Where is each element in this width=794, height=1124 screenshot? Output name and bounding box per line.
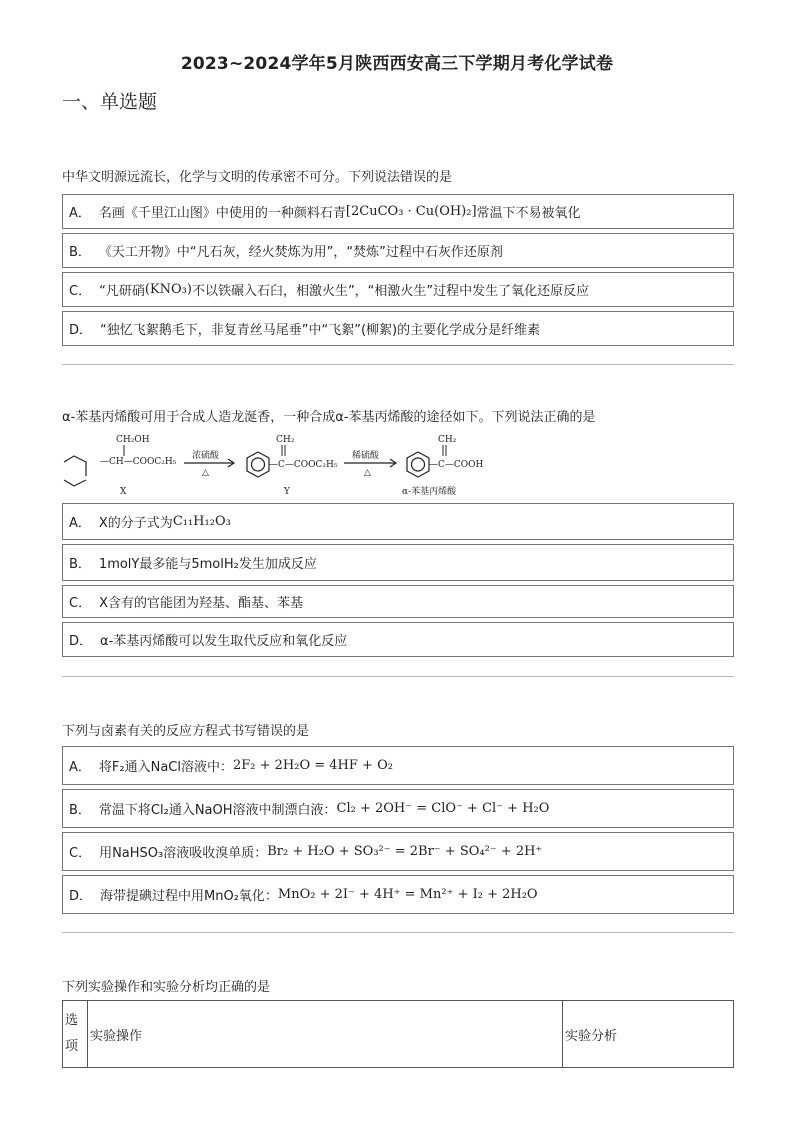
divider: [62, 364, 734, 365]
q3-option-d[interactable]: D． 海带提碘过程中用MnO₂氧化： MnO₂ + 2I⁻ + 4H⁺ = Mn²⁺ + I₂ + 2H₂O: [62, 875, 734, 914]
q3-option-a[interactable]: A． 将F₂通入NaCl溶液中： 2F₂ + 2H₂O = 4HF + O₂: [62, 746, 734, 785]
arrow1-reagent: 浓硫酸: [192, 451, 220, 461]
section-heading: 一、单选题: [62, 91, 158, 113]
q3-option-c[interactable]: C． 用NaHSO₃溶液吸收溴单质： Br₂ + H₂O + SO₃²⁻ = 2Br⁻ + SO₄²⁻ + 2H⁺: [62, 832, 734, 871]
compound-x-structure: [64, 456, 86, 486]
exam-title: 2023~2024学年5月陕西西安高三下学期月考化学试卷: [180, 54, 614, 74]
header-option: 选项: [63, 1001, 88, 1068]
product-chain: —C—COOH: [429, 460, 484, 470]
question-4-stem: 下列实验操作和实验分析均正确的是: [62, 980, 271, 995]
x-chain: —CH—COOC₂H₅: [100, 457, 177, 467]
question-3-stem: 下列与卤素有关的反应方程式书写错误的是: [62, 724, 310, 739]
divider: [62, 932, 734, 933]
x-top-group: CH₂OH: [116, 435, 150, 445]
q2-option-a[interactable]: A． X的分子式为 C₁₁H₁₂O₃: [62, 503, 734, 540]
question-3-options: [62, 746, 734, 918]
y-chain: —C—COOC₂H₅: [269, 460, 338, 470]
header-analysis: 实验分析: [563, 1001, 734, 1068]
q2-option-c[interactable]: C． X含有的官能团为羟基、酯基、苯基: [62, 585, 734, 618]
experiment-table: [62, 1000, 734, 1068]
q2-option-d[interactable]: D． α-苯基丙烯酸可以发生取代反应和氧化反应: [62, 622, 734, 657]
label-y: Y: [284, 487, 290, 497]
header-operation: 实验操作: [88, 1001, 563, 1068]
question-2-stem: α-苯基丙烯酸可用于合成人造龙涎香，一种合成α-苯基丙烯酸的途径如下。下列说法正确的是: [62, 410, 596, 425]
q3-option-b[interactable]: B． 常温下将Cl₂通入NaOH溶液中制漂白液： Cl₂ + 2OH⁻ = ClO⁻ + Cl⁻ + H₂O: [62, 789, 734, 828]
product-benzene: [407, 452, 429, 477]
arrow2-reagent: 稀硫酸: [352, 451, 380, 461]
label-x: X: [120, 487, 127, 497]
q1-option-b[interactable]: B． 《天工开物》中“凡石灰，经火焚炼为用”，“焚炼”过程中石灰作还原剂: [62, 233, 734, 268]
divider: [62, 676, 734, 677]
question-2-options: [62, 503, 734, 661]
arrow1-condition: △: [202, 468, 209, 478]
y-top-group: CH₂: [276, 435, 295, 445]
table-header-row: [63, 1001, 734, 1068]
compound-y-benzene: [247, 452, 269, 477]
q1-option-d[interactable]: D． “独忆飞絮鹅毛下，非复青丝马尾垂”中“飞絮”(柳絮)的主要化学成分是纤维素: [62, 311, 734, 346]
reaction-scheme: [62, 432, 502, 498]
arrow2-condition: △: [364, 468, 371, 478]
q2-option-b[interactable]: B． 1molY最多能与5molH₂发生加成反应: [62, 544, 734, 581]
q1-option-c[interactable]: C． “凡研硝 (KNO₃) 不以铁碾入石臼，相激火生”，“相激火生”过程中发生了氧化还原反应: [62, 272, 734, 307]
q1-option-a[interactable]: A． 名画《千里江山图》中使用的一种颜料石青 [2CuCO₃ · Cu(OH)₂] 常温下不易被氧化: [62, 194, 734, 229]
question-1-options: [62, 194, 734, 350]
label-product: α-苯基丙烯酸: [402, 487, 457, 497]
product-top-group: CH₂: [438, 435, 457, 445]
question-1-stem: 中华文明源远流长，化学与文明的传承密不可分。下列说法错误的是: [62, 170, 453, 185]
